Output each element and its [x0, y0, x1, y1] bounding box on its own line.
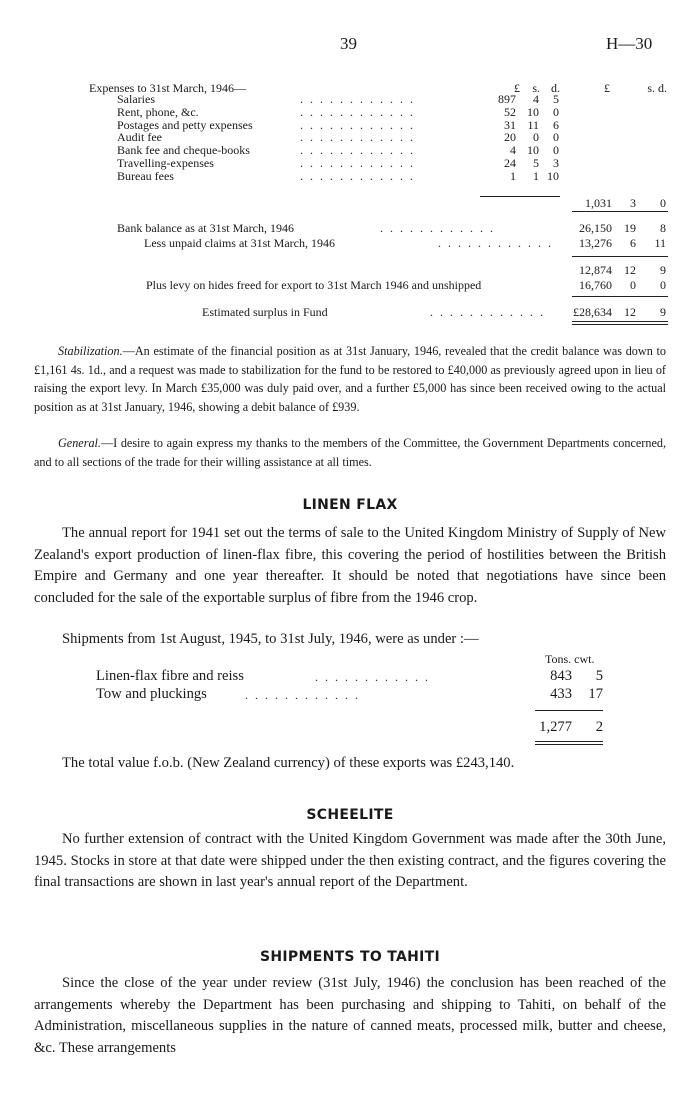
expense-item-pounds: 897: [498, 92, 516, 106]
report-code: H—30: [606, 34, 653, 53]
expenses-total-rule: [572, 211, 668, 212]
expense-item-shillings: 5: [533, 156, 539, 170]
linen-flax-paragraph: The annual report for 1941 set out the terms of sale to the United Kingdom Ministry of Supply of New Zealand's export production of linen-flax fibre, this covering the period of hostilities between the British Empire and Germany and one year thereafter. It should be noted that negotiations have since been concluded for the sale of the exportable surplus of fibre from the 1946 crop.: [34, 525, 666, 606]
expense-item-label: Bank fee and cheque-books: [117, 143, 250, 158]
expenses-total-shillings: 3: [630, 196, 636, 210]
expense-item-leaders: . . . . . . . . . . . .: [300, 130, 415, 145]
shipments-units: Tons. cwt.: [545, 652, 595, 666]
shipments-row-1-tons: 843: [550, 668, 572, 684]
expense-item-pounds: 52: [504, 104, 516, 119]
net-pounds: 12,874: [579, 263, 612, 277]
expense-item-pounds: 20: [504, 130, 516, 145]
bank-balance-shillings: 19: [624, 221, 636, 235]
tahiti-title: SHIPMENTS TO TAHITI: [260, 949, 440, 965]
bank-balance-leaders: . . . . . . . . . . . .: [380, 221, 495, 235]
expense-item-pence: 3: [553, 156, 559, 170]
expense-item-pence: 6: [553, 117, 559, 132]
expense-item-label: Bureau fees: [117, 168, 174, 183]
col-head-pence: d.: [551, 81, 560, 95]
shipments-row-2-tons: 433: [550, 686, 572, 702]
expenses-total-pounds: 1,031: [585, 196, 612, 210]
surplus-double-rule-1: [572, 321, 668, 322]
expense-item-leaders: . . . . . . . . . . . .: [300, 143, 415, 158]
expense-item-leaders: . . . . . . . . . . . .: [300, 168, 415, 183]
expense-item-pounds: 4: [510, 143, 516, 158]
surplus-label: Estimated surplus in Fund: [202, 305, 328, 319]
expense-item-pence: 0: [553, 104, 559, 119]
unpaid-claims-pounds: 13,276: [579, 236, 612, 250]
shipments-row-2-cwt: 17: [588, 686, 603, 702]
bank-balance-pence: 8: [660, 221, 666, 235]
levy-label: Plus levy on hides freed for export to 31st March 1946 and unshipped: [146, 278, 482, 292]
linen-flax-title: LINEN FLAX: [302, 497, 398, 513]
general-heading: General.: [58, 436, 101, 450]
expenses-total-pence: 0: [660, 196, 666, 210]
levy-shillings: 0: [630, 278, 636, 292]
levy-pounds: 16,760: [579, 278, 612, 292]
surplus-rule: [572, 296, 668, 297]
net-shillings: 12: [624, 263, 636, 277]
shipments-intro: Shipments from 1st August, 1945, to 31st July, 1946, were as under :—: [62, 631, 479, 647]
shipments-row-1-leaders: . . . . . . . . . . . .: [315, 670, 430, 684]
expense-item-label: Postages and petty expenses: [117, 117, 253, 132]
expense-item-pounds: 31: [504, 117, 516, 132]
tahiti-paragraph: Since the close of the year under review (31st July, 1946) the conclusion has been reached of the arrangements whereby the Department has been purchasing and shipping to Tahiti, on behalf of the Administration, miscellaneous supplies in the nature of canned meats, processed milk, butter and cheese, &c. These arrangements: [34, 975, 666, 1056]
expense-item-shillings: 11: [527, 117, 539, 132]
unpaid-claims-label: Less unpaid claims at 31st March, 1946: [144, 236, 335, 250]
general-paragraph: [34, 434, 666, 471]
bank-balance-label: Bank balance as at 31st March, 1946: [117, 221, 294, 235]
col-head-shillings: s.: [532, 81, 540, 95]
expenses-subtotal-rule: [480, 196, 560, 197]
unpaid-claims-leaders: . . . . . . . . . . . .: [438, 236, 553, 250]
levy-pence: 0: [660, 278, 666, 292]
expense-item-pence: 5: [553, 92, 559, 106]
scheelite-title: SCHEELITE: [306, 807, 394, 823]
shipments-double-rule-2: [535, 744, 603, 745]
expense-item-leaders: . . . . . . . . . . . .: [300, 156, 415, 170]
shipments-total-tons: 1,277: [539, 719, 572, 735]
shipments-total-cwt: 2: [595, 719, 603, 735]
page-number: 39: [340, 34, 357, 53]
surplus-double-rule-2: [572, 324, 668, 325]
expense-item-shillings: 1: [533, 168, 539, 183]
expense-item-label: Travelling-expenses: [117, 156, 214, 170]
net-rule: [572, 256, 668, 257]
unpaid-claims-pence: 11: [654, 236, 666, 250]
expense-item-shillings: 10: [527, 104, 539, 119]
general-text: —I desire to again express my thanks to the members of the Committee, the Government Departments concerned, and to all sections of the trade for their willing assistance at all times.: [34, 436, 666, 469]
shipments-row-1-label: Linen-flax fibre and reiss: [96, 668, 244, 684]
expense-item-pounds: 1: [510, 168, 516, 183]
stabilization-paragraph: [34, 342, 666, 416]
expense-item-pence: 10: [547, 168, 559, 183]
shipments-double-rule-1: [535, 741, 603, 742]
net-pence: 9: [660, 263, 666, 277]
expense-item-pence: 0: [553, 130, 559, 145]
expense-item-leaders: . . . . . . . . . . . .: [300, 104, 415, 119]
shipments-row-2-leaders: . . . . . . . . . . . .: [245, 688, 360, 702]
expense-item-pence: 0: [553, 143, 559, 158]
expense-item-shillings: 4: [533, 92, 539, 106]
stabilization-heading: Stabilization.: [58, 344, 123, 358]
unpaid-claims-shillings: 6: [630, 236, 636, 250]
shipments-total-rule: [535, 710, 603, 711]
col-head-total-sd: s. d.: [647, 81, 667, 95]
expense-item-shillings: 10: [527, 143, 539, 158]
expense-item-label: Salaries: [117, 92, 155, 106]
surplus-pence: 9: [660, 305, 666, 319]
surplus-shillings: 12: [624, 305, 636, 319]
col-head-pounds: £: [514, 81, 520, 95]
expense-item-leaders: . . . . . . . . . . . .: [300, 117, 415, 132]
expense-item-label: Rent, phone, &c.: [117, 104, 199, 119]
expense-item-leaders: . . . . . . . . . . . .: [300, 92, 415, 106]
linen-flax-value: The total value f.o.b. (New Zealand currency) of these exports was £243,140.: [62, 755, 515, 771]
expenses-title: Expenses to 31st March, 1946—: [89, 81, 246, 95]
expense-item-pounds: 24: [504, 156, 516, 170]
col-head-total-pounds: £: [604, 81, 610, 95]
bank-balance-pounds: 26,150: [579, 221, 612, 235]
surplus-pounds: £28,634: [573, 305, 612, 319]
scheelite-paragraph: No further extension of contract with the United Kingdom Government was made after the 30th June, 1945. Stocks in store at that date were shipped under the then existing contract, and the figures covering the final transactions are shown in last year's annual report of the Department.: [34, 831, 666, 890]
expense-item-label: Audit fee: [117, 130, 162, 145]
surplus-leaders: . . . . . . . . . . . .: [430, 305, 545, 319]
shipments-row-2-label: Tow and pluckings: [96, 686, 207, 702]
shipments-row-1-cwt: 5: [595, 668, 603, 684]
expense-item-shillings: 0: [533, 130, 539, 145]
stabilization-text: —An estimate of the financial position as at 31st January, 1946, revealed that the credit balance was down to £1,161 4s. 1d., and a request was made to stabilization for the fund to be restored to £40,000 as previously agreed upon in lieu of raising the export levy. In March £35,000 was duly paid over, and a further £5,000 has since been received owing to the actual position as at 31st January, 1946, showing a debit balance of £939.: [34, 344, 666, 414]
